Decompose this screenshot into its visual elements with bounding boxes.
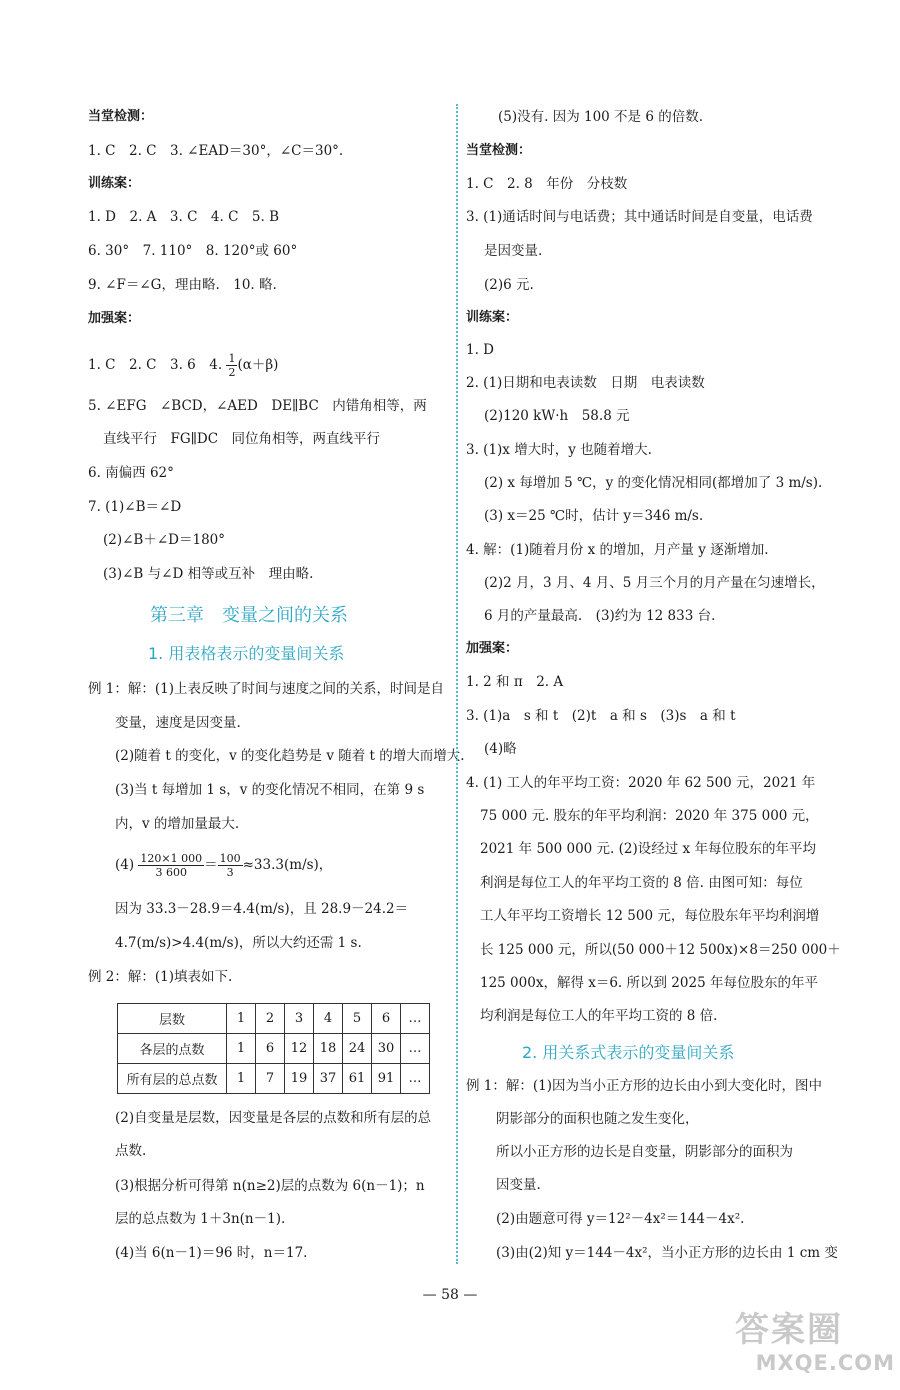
answer-line: 3. (1)x 增大时，y 也随着增大. <box>466 442 652 458</box>
answer-line: 1. 2 和 π 2. A <box>466 674 564 690</box>
example-line: 例 1：解：(1)因为当小正方形的边长由小到大变化时，图中 <box>466 1078 823 1094</box>
answer-line: 6 月的产量最高. (3)约为 12 833 台. <box>484 608 716 624</box>
example-line: 因为 33.3－28.9＝4.4(m/s)，且 28.9－24.2＝ <box>115 901 409 917</box>
answer-line: 1. D 2. A 3. C 4. C 5. B <box>88 209 280 225</box>
answer-line: 4. (1) 工人的年平均工资：2020 年 62 500 元，2021 年 <box>466 775 816 791</box>
example-line: (2)自变量是层数，因变量是各层的点数和所有层的总 <box>115 1110 432 1126</box>
answer-line: 9. ∠F＝∠G，理由略. 10. 略. <box>88 277 277 293</box>
example-line: 4.7(m/s)>4.4(m/s)，所以大约还需 1 s. <box>115 935 362 951</box>
watermark-logo: 答案圈 MXQE.COM <box>735 1310 895 1375</box>
heading-jiaqiang: 加强案： <box>466 641 519 656</box>
example-line: (3)根据分析可得第 n(n≥2)层的点数为 6(n－1)；n <box>115 1178 425 1194</box>
heading-xunlian: 训练案： <box>466 310 519 325</box>
answer-line: (2)6 元. <box>484 277 534 293</box>
section-title: 1. 用表格表示的变量间关系 <box>148 644 345 663</box>
example-line: (3)当 t 每增加 1 s，v 的变化情况不相同，在第 9 s <box>115 782 425 798</box>
answer-line: (2) x 每增加 5 ℃，y 的变化情况相同(都增加了 3 m/s). <box>484 475 823 491</box>
example-line-fraction: (4) $\frac{120\times 1 000}{3 600}$ ＝ $\frac{100}{3}$ ≈33.3(m/s)， <box>115 852 333 879</box>
heading-dangtang: 当堂检测： <box>88 109 154 124</box>
answer-line: 是因变量. <box>484 243 543 259</box>
example-line: 例 1：解：(1)上表反映了时间与速度之间的关系，时间是自 <box>88 681 445 697</box>
example-line: 变量，速度是因变量. <box>115 715 241 731</box>
answer-line: 1. D <box>466 342 494 358</box>
fraction: $\frac{1}{2}$ <box>228 352 236 379</box>
heading-xunlian: 训练案： <box>88 176 141 191</box>
answer-line: (3) x＝25 ℃时，估计 y＝346 m/s. <box>484 508 704 524</box>
fraction: $\frac{120\times 1 000}{3 600}$ <box>140 852 203 879</box>
heading-dangtang: 当堂检测： <box>466 143 532 158</box>
table-row: 层数 1 2 3 4 5 6 … <box>118 1004 430 1034</box>
answer-line: (3)∠B 与∠D 相等或互补 理由略. <box>103 566 314 582</box>
answer-line-fraction: 1. C 2. C 3. 6 4. $\frac{1}{2}$ (α＋β) <box>88 352 279 379</box>
chapter-title: 第三章 变量之间的关系 <box>150 605 348 626</box>
example-line: (3)由(2)知 y＝144－4x²，当小正方形的边长由 1 cm 变 <box>496 1245 838 1261</box>
heading-jiaqiang: 加强案： <box>88 311 141 326</box>
answer-line: 6. 南偏西 62° <box>88 465 174 481</box>
answer-line: 利润是每位工人的年平均工资的 8 倍. 由图可知：每位 <box>480 875 803 891</box>
column-divider <box>456 104 458 1264</box>
example-line: 所以小正方形的边长是自变量，阴影部分的面积为 <box>496 1144 793 1160</box>
answer-line: 直线平行 FG∥DC 同位角相等，两直线平行 <box>103 431 381 447</box>
example-line: 例 2：解：(1)填表如下. <box>88 969 233 985</box>
answer-line: 均利润是每位工人的年平均工资的 8 倍. <box>480 1008 718 1024</box>
answer-line: 2. (1)日期和电表读数 日期 电表读数 <box>466 375 705 391</box>
answer-line: 1. C 2. C 3. ∠EAD＝30°，∠C＝30°. <box>88 143 344 159</box>
answer-line: 工人年平均工资增长 12 500 元，每位股东年平均利润增 <box>480 908 820 924</box>
answer-line: (2)2 月，3 月、4 月、5 月三个月的月产量在匀速增长， <box>484 575 825 591</box>
table-row: 所有层的总点数 1 7 19 37 61 91 … <box>118 1064 430 1094</box>
answer-line: (2)∠B＋∠D＝180° <box>103 532 226 548</box>
table-row: 各层的点数 1 6 12 18 24 30 … <box>118 1034 430 1064</box>
example-line: (4)当 6(n－1)＝96 时，n＝17. <box>115 1245 308 1261</box>
answer-line: 1. C 2. 8 年份 分枝数 <box>466 176 628 192</box>
section-title: 2. 用关系式表示的变量间关系 <box>522 1043 735 1062</box>
example-line: (2)由题意可得 y＝12²－4x²＝144－4x². <box>496 1211 745 1227</box>
example-line: 层的总点数为 1＋3n(n－1). <box>115 1211 286 1227</box>
answer-line: 2021 年 500 000 元. (2)设经过 x 年每位股东的年平均 <box>480 841 816 857</box>
example-line: 点数. <box>115 1143 147 1159</box>
answer-line: 5. ∠EFG ∠BCD，∠AED DE∥BC 内错角相等，两 <box>88 398 427 414</box>
answer-line: 6. 30° 7. 110° 8. 120°或 60° <box>88 243 298 259</box>
example-line: 内，v 的增加量最大. <box>115 816 240 832</box>
answer-line: 3. (1)通话时间与电话费；其中通话时间是自变量，电话费 <box>466 209 813 225</box>
answer-line: (2)120 kW·h 58.8 元 <box>484 408 630 424</box>
example-line: 阴影部分的面积也随之发生变化， <box>496 1111 699 1127</box>
fraction: $\frac{100}{3}$ <box>219 852 241 879</box>
answer-line: 长 125 000 元，所以(50 000＋12 500x)×8＝250 000＋ <box>480 942 841 958</box>
example-line: 因变量. <box>496 1177 541 1193</box>
layer-table <box>117 1003 430 1094</box>
answer-line: (4)略 <box>484 741 517 757</box>
answer-line: 7. (1)∠B＝∠D <box>88 499 182 515</box>
answer-line: 125 000x，解得 x＝6. 所以到 2025 年每位股东的年平 <box>480 975 818 991</box>
answer-line: (5)没有. 因为 100 不是 6 的倍数. <box>498 109 704 125</box>
example-line: (2)随着 t 的变化，v 的变化趋势是 v 随着 t 的增大而增大. <box>115 748 465 764</box>
answer-line: 75 000 元. 股东的年平均利润：2020 年 375 000 元， <box>480 808 819 824</box>
answer-line: 3. (1)a s 和 t (2)t a 和 s (3)s a 和 t <box>466 708 736 724</box>
answer-line: 4. 解：(1)随着月份 x 的增加，月产量 y 逐渐增加. <box>466 542 769 558</box>
page-number: — 58 — <box>422 1287 478 1303</box>
